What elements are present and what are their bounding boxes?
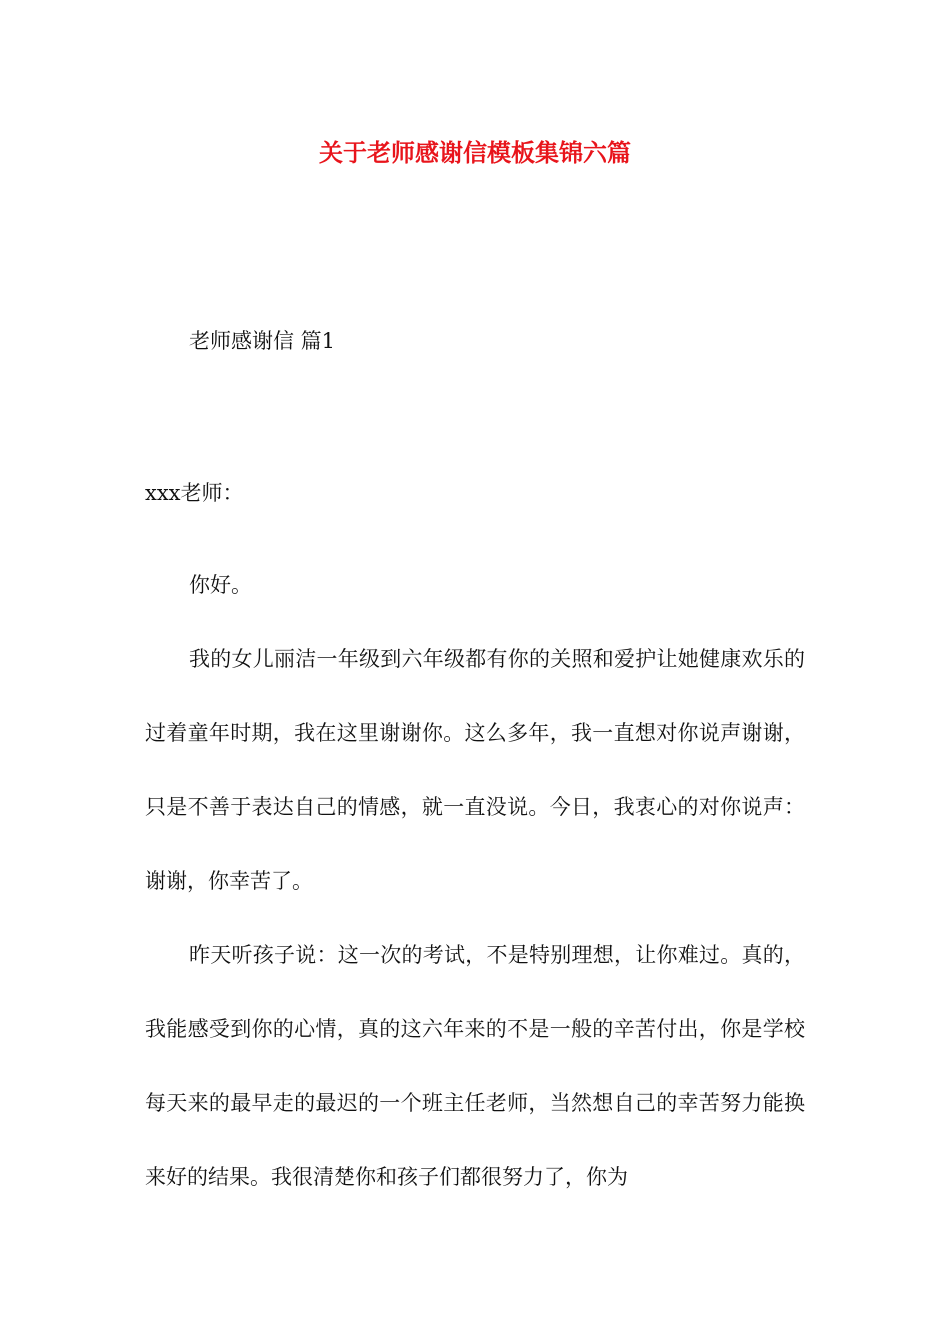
letter-salutation: xxx老师： — [145, 481, 244, 505]
section-heading: 老师感谢信 篇1 — [189, 329, 336, 353]
paragraph-greeting: 你好。 — [189, 573, 252, 597]
document-title: 关于老师感谢信模板集锦六篇 — [319, 138, 631, 167]
paragraph-exam: 昨天听孩子说：这一次的考试，不是特别理想，让你难过。真的，我能感受到你的心情，真的这六年来的不是一般的辛苦付出，你是学校每天来的最早走的最迟的一个班主任老师，当然想自己的幸苦努力能换来好的结果。我很清楚你和孩子们都很努力了，你为 — [145, 943, 805, 1189]
letter-body — [145, 548, 805, 1214]
paragraph-thanks: 我的女儿丽洁一年级到六年级都有你的关照和爱护让她健康欢乐的过着童年时期，我在这里谢谢你。这么多年，我一直想对你说声谢谢，只是不善于表达自己的情感，就一直没说。今日，我衷心的对你说声：谢谢，你幸苦了。 — [145, 647, 805, 893]
